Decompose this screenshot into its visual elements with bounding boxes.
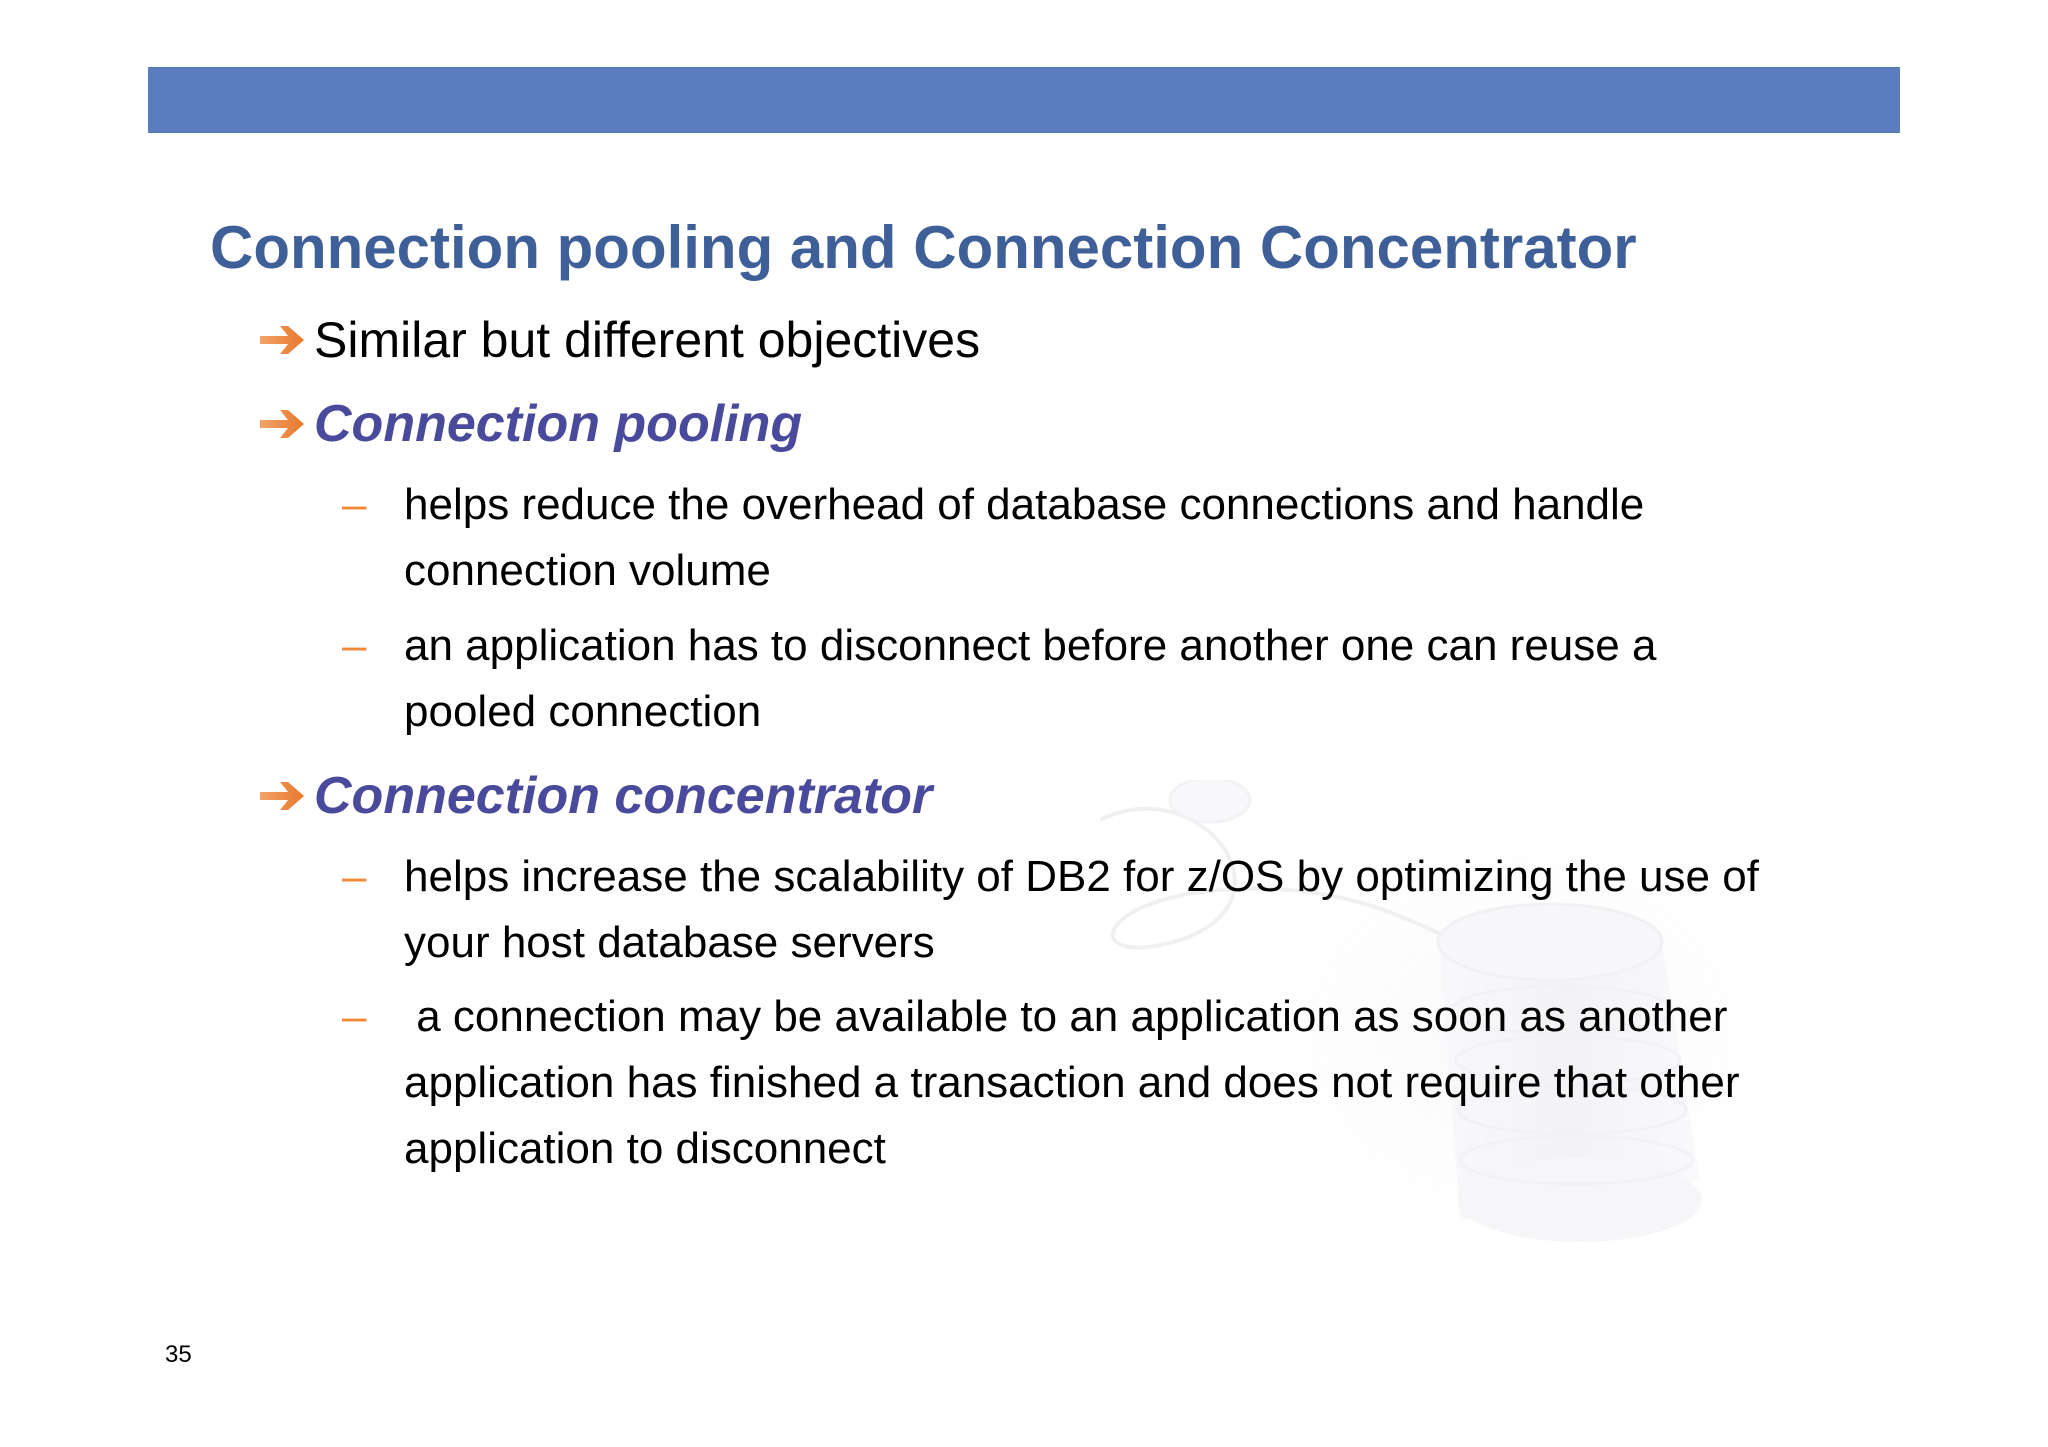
bullet-heading: Connection concentrator	[314, 767, 933, 825]
dash-bullet: –	[342, 992, 367, 1041]
page-number: 35	[165, 1341, 192, 1368]
bullet-connection-concentrator	[258, 765, 932, 827]
dash-bullet: –	[342, 480, 367, 529]
dash-bullet: –	[342, 852, 367, 901]
bullet-connection-pooling	[258, 393, 802, 455]
header-bar	[148, 67, 1900, 133]
sub-item	[344, 472, 1794, 604]
dash-bullet: –	[342, 621, 367, 670]
sub-item-text: helps reduce the overhead of database connections and handle connection volume	[404, 480, 1645, 595]
sub-item	[344, 613, 1794, 745]
sub-item	[344, 984, 1794, 1182]
bullet-text: Similar but different objectives	[314, 312, 981, 368]
slide-title: Connection pooling and Connection Concentrator	[210, 214, 1637, 281]
sub-item-text: a connection may be available to an application as soon as another application has finished a transaction and does not require that other application to disconnect	[404, 992, 1752, 1173]
bullet-similar-objectives	[258, 310, 980, 370]
sub-item-text: helps increase the scalability of DB2 for z/OS by optimizing the use of your host database servers	[404, 852, 1759, 967]
arrow-right-icon	[258, 776, 310, 816]
arrow-right-icon	[258, 404, 310, 444]
bullet-heading: Connection pooling	[314, 395, 803, 453]
arrow-right-icon	[258, 320, 310, 360]
sub-item-text: an application has to disconnect before another one can reuse a pooled connection	[404, 621, 1657, 736]
sub-item	[344, 844, 1794, 976]
